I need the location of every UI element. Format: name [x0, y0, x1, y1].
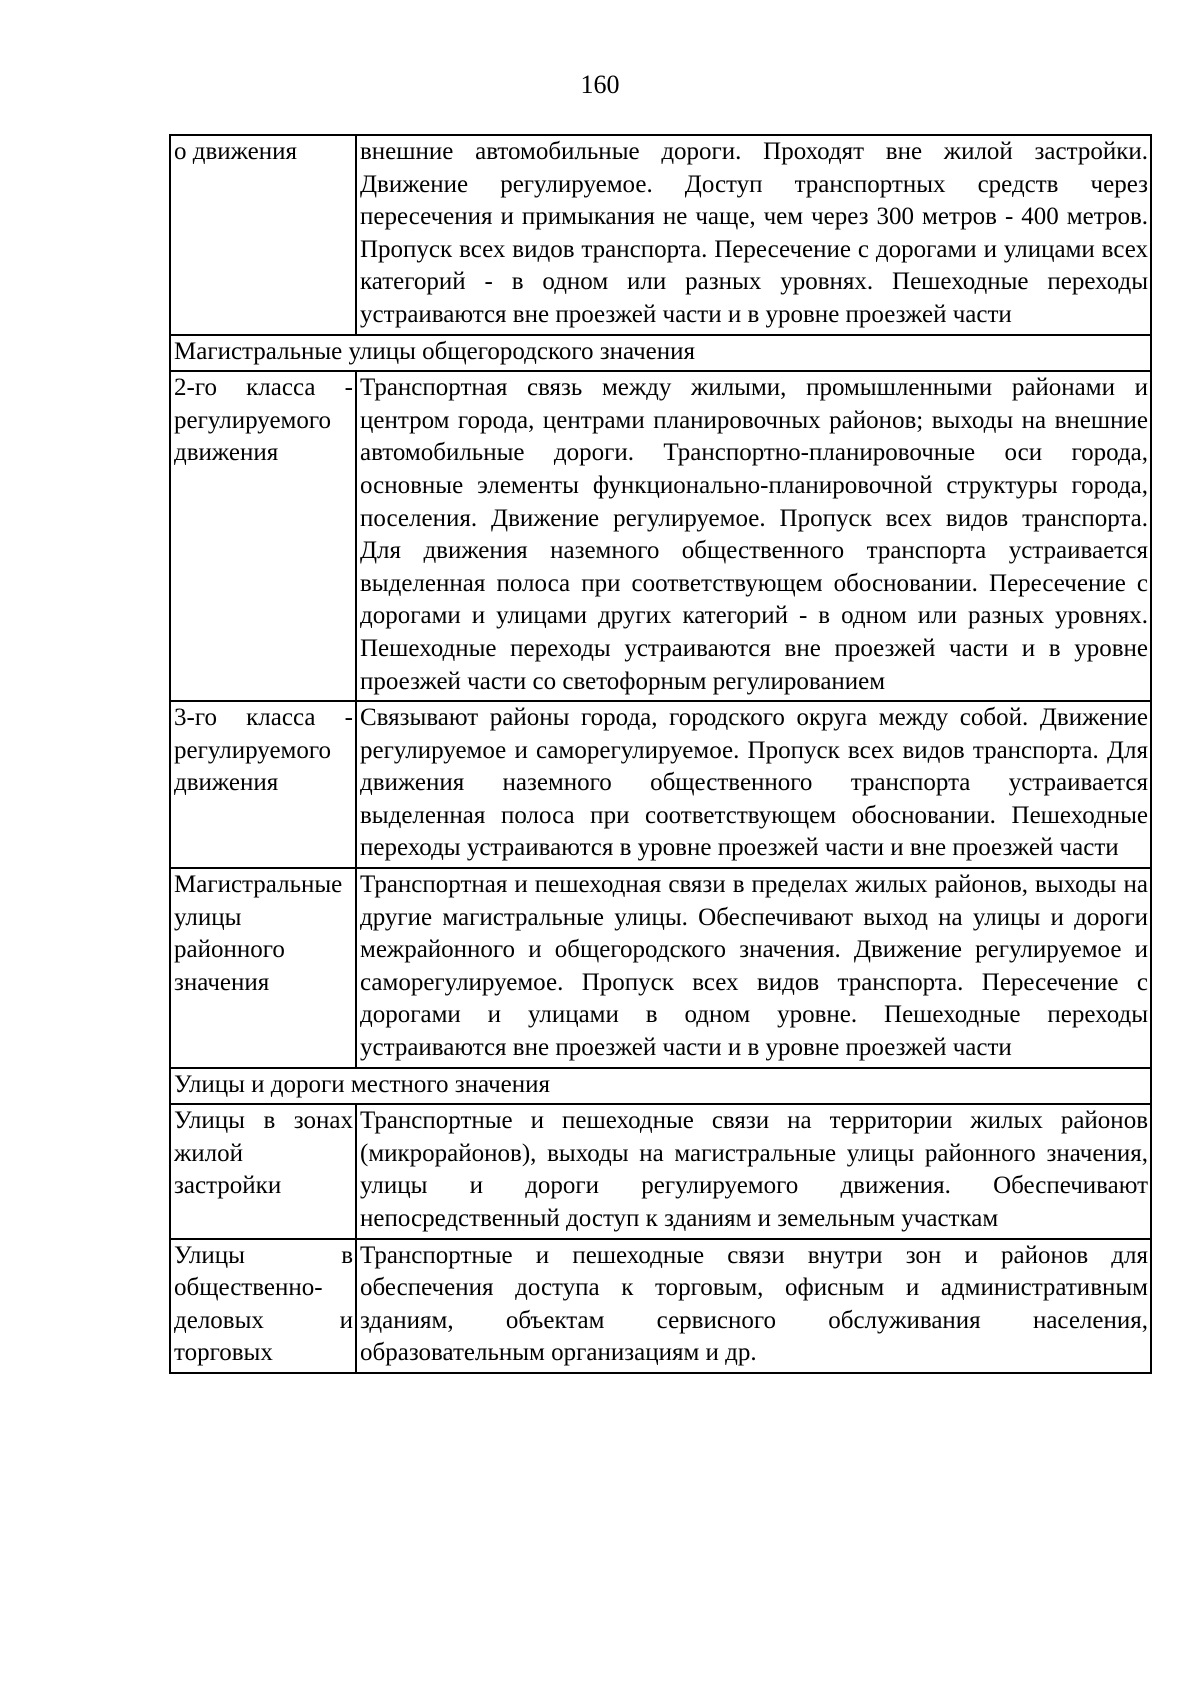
- table-row: [170, 371, 1151, 701]
- table-row: [170, 868, 1151, 1068]
- category-cell: Улицы в общественно-деловых и торговых: [170, 1239, 356, 1373]
- table-row: [170, 701, 1151, 868]
- category-cell: о движения: [170, 135, 356, 335]
- description-cell: Транспортные и пешеходные связи на территории жилых районов (микрорайонов), выходы на магистральные улицы районного значения, улицы и дороги регулируемого движения. Обеспечивают непосредственный доступ к зданиям и земельным участкам: [356, 1104, 1151, 1238]
- table-row: [170, 1104, 1151, 1238]
- description-cell: внешние автомобильные дороги. Проходят вне жилой застройки. Движение регулируемое. Доступ транспортных средств через пересечения и примыкания не чаще, чем через 300 метров - 400 метров. Пропуск всех видов транспорта. Пересечение с дорогами и улицами всех категорий - в одном или разных уровнях. Пешеходные переходы устраиваются вне проезжей части и в уровне проезжей части: [356, 135, 1151, 335]
- table-row-section: [170, 1068, 1151, 1105]
- category-cell: 3-го класса - регулируемого движения: [170, 701, 356, 868]
- table-row-section: [170, 335, 1151, 372]
- table-row: [170, 135, 1151, 335]
- category-cell: Магистральные улицы районного значения: [170, 868, 356, 1068]
- section-heading: Улицы и дороги местного значения: [170, 1068, 1151, 1105]
- description-cell: Связывают районы города, городского округа между собой. Движение регулируемое и саморегулируемое. Пропуск всех видов транспорта. Для движения наземного общественного транспорта устраивается выделенная полоса при соответствующем обосновании. Пешеходные переходы устраиваются в уровне проезжей части и вне проезжей части: [356, 701, 1151, 868]
- description-cell: Транспортная и пешеходная связи в пределах жилых районов, выходы на другие магистральные улицы. Обеспечивают выход на улицы и дороги межрайонного и общегородского значения. Движение регулируемое и саморегулируемое. Пропуск всех видов транспорта. Пересечение с дорогами и улицами в одном уровне. Пешеходные переходы устраиваются вне проезжей части и в уровне проезжей части: [356, 868, 1151, 1068]
- page-number: 160: [580, 70, 620, 99]
- street-classification-table: [169, 134, 1152, 1374]
- section-heading: Магистральные улицы общегородского значения: [170, 335, 1151, 372]
- description-cell: Транспортные и пешеходные связи внутри зон и районов для обеспечения доступа к торговым, офисным и административным зданиям, объектам сервисного обслуживания населения, образовательным организациям и др.: [356, 1239, 1151, 1373]
- description-cell: Транспортная связь между жилыми, промышленными районами и центром города, центрами планировочных районов; выходы на внешние автомобильные дороги. Транспортно-планировочные оси города, основные элементы функционально-планировочной структуры города, поселения. Движение регулируемое. Пропуск всех видов транспорта. Для движения наземного общественного транспорта устраивается выделенная полоса при соответствующем обосновании. Пересечение с дорогами и улицами других категорий - в одном или разных уровнях. Пешеходные переходы устраиваются вне проезжей части и в уровне проезжей части со светофорным регулированием: [356, 371, 1151, 701]
- category-cell: Улицы в зонах жилой застройки: [170, 1104, 356, 1238]
- category-cell: 2-го класса - регулируемого движения: [170, 371, 356, 701]
- table-row: [170, 1239, 1151, 1373]
